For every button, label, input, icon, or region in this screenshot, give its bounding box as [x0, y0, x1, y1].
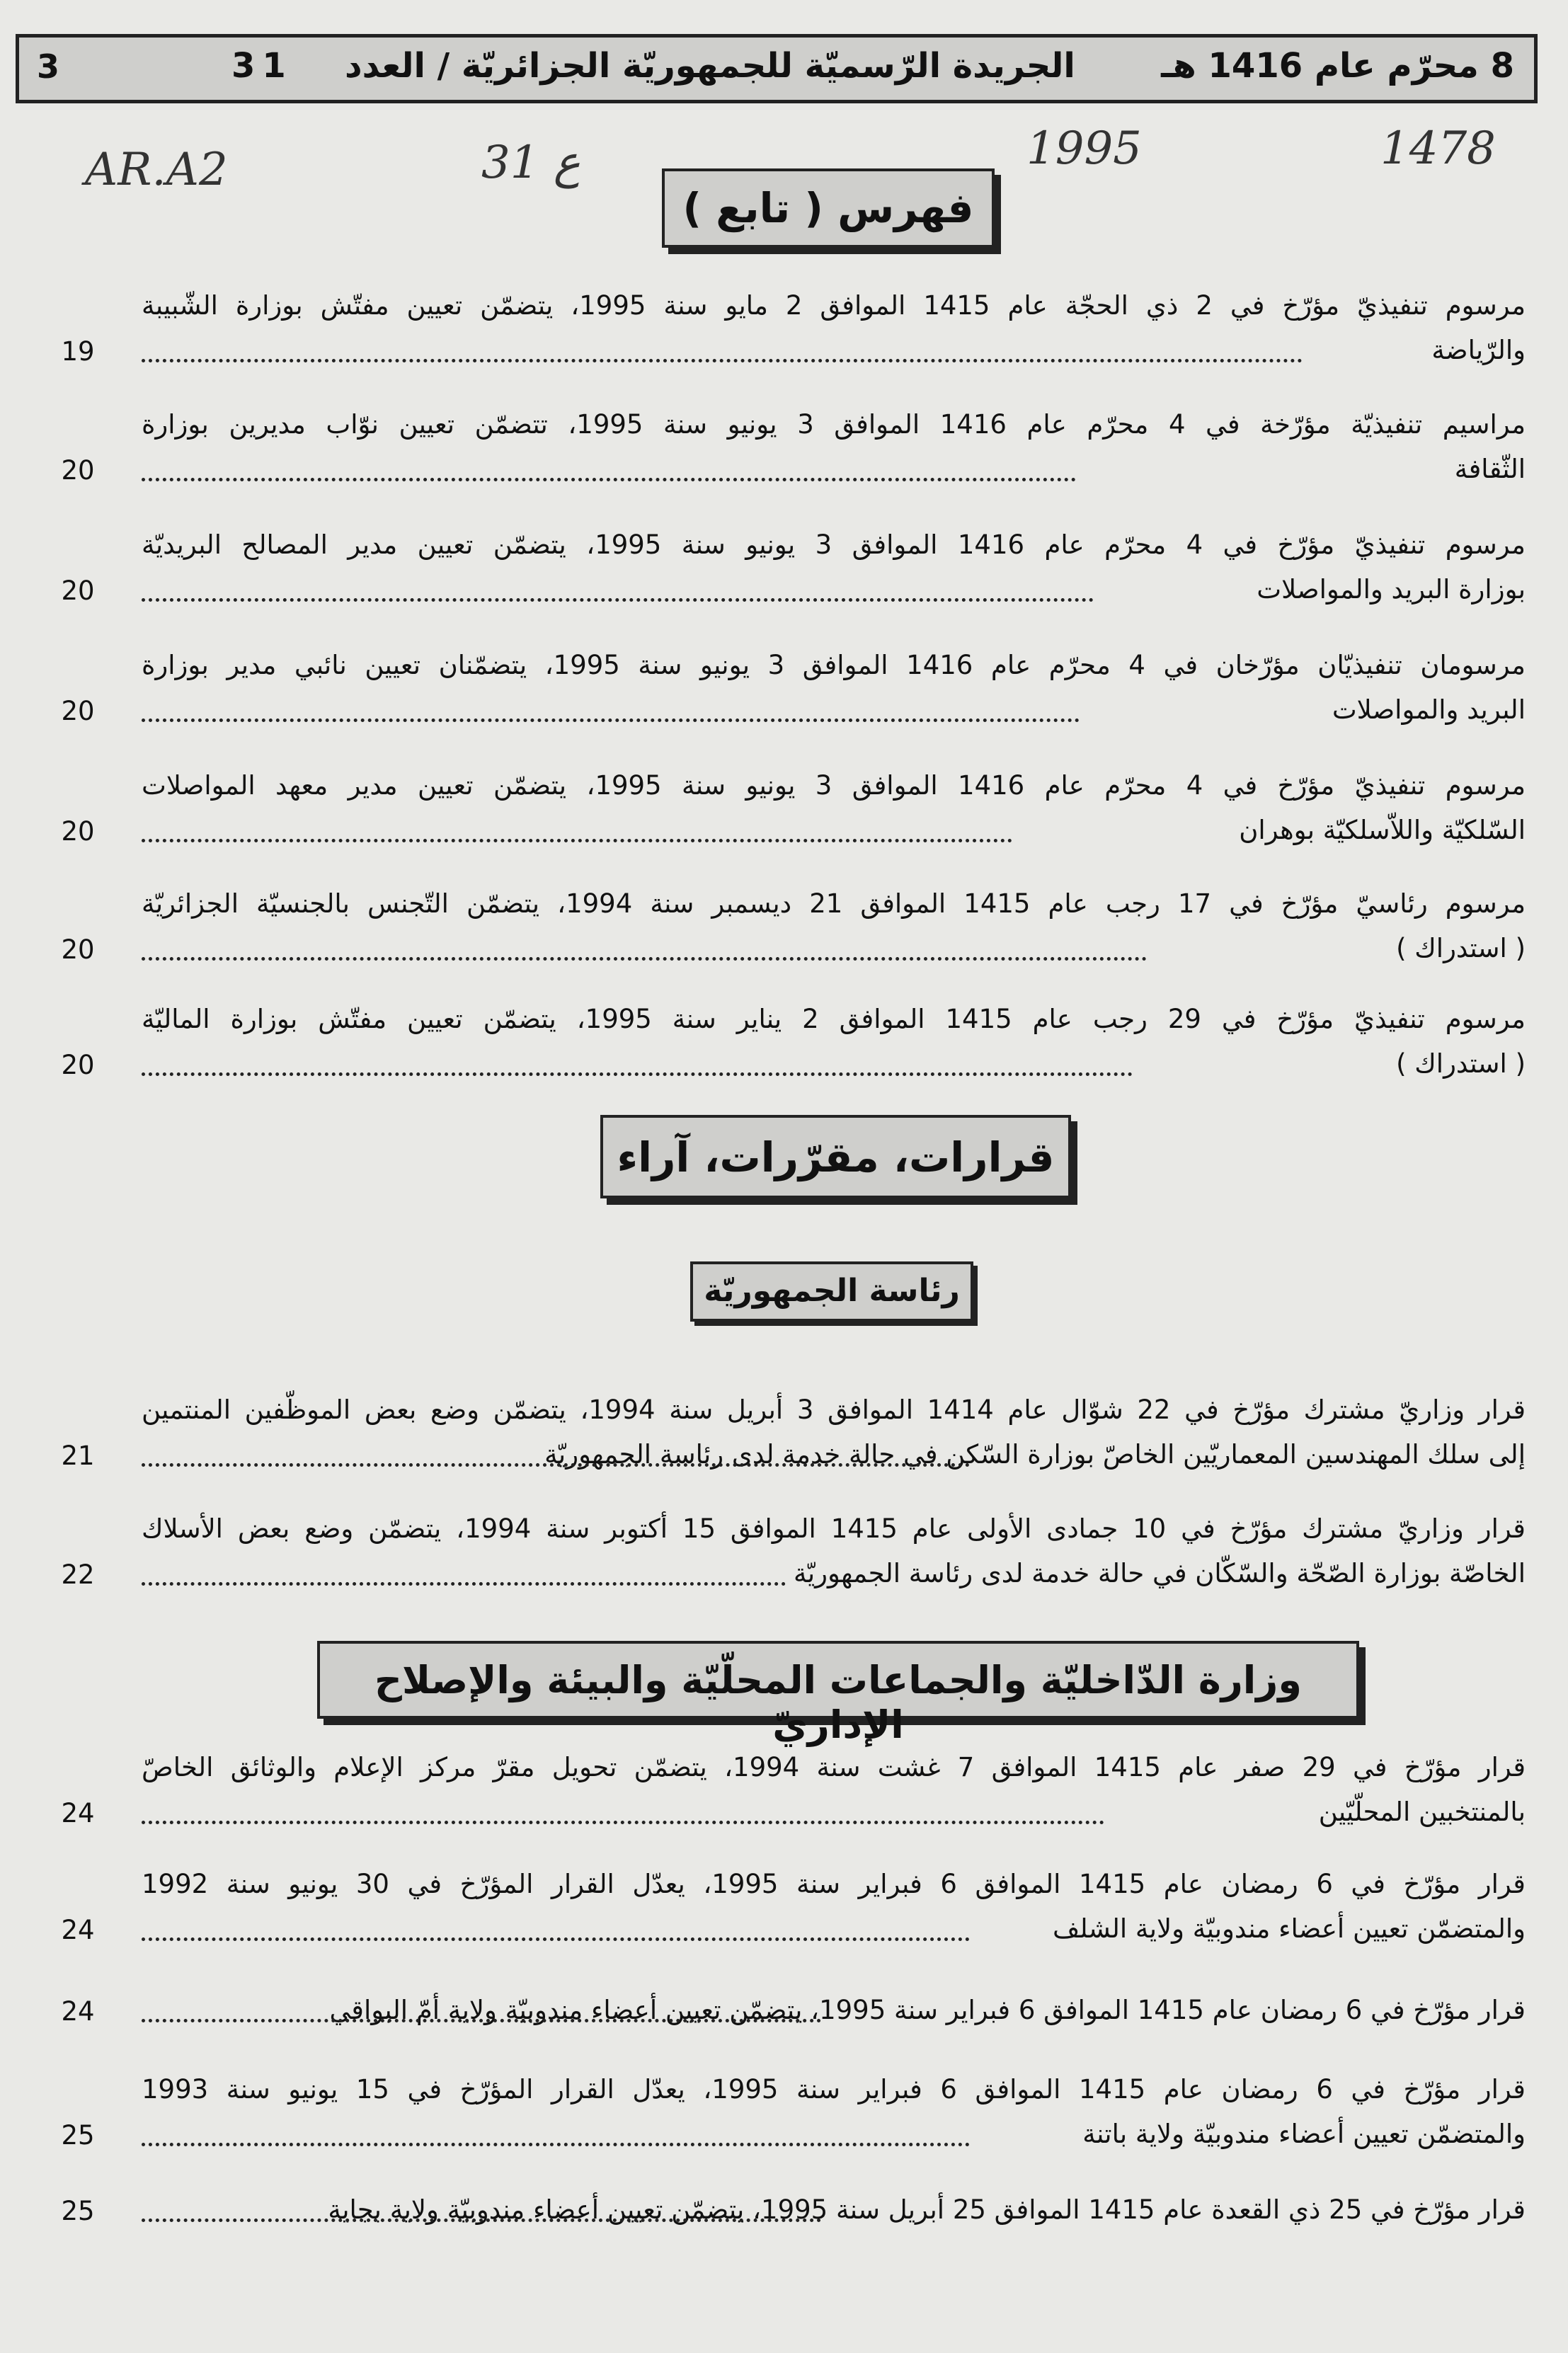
toc-page-number: 20 [61, 816, 95, 847]
dot-leader [142, 2219, 821, 2222]
toc-entry-line: بالمنتخبين المحلّيّين [1318, 1797, 1526, 1827]
toc-page-number: 20 [61, 934, 95, 965]
toc-entry [142, 2187, 1526, 2232]
toc-entry-line: مرسوم تنفيذيّ مؤرّخ في 4 محرّم عام 1416 الموافق 3 يونيو سنة 1995، يتضمّن تعيين مدير معهد المواصلات [142, 770, 1526, 801]
toc-page-number: 25 [61, 2120, 95, 2151]
toc-entry-line: ( استدراك ) [1396, 933, 1526, 963]
issue-number: 31 [231, 46, 293, 86]
dot-leader [142, 1821, 1104, 1824]
toc-entry-line: ( استدراك ) [1396, 1048, 1526, 1079]
toc-entry-line: والرّياضة [1431, 335, 1526, 365]
dot-leader [142, 1937, 970, 1941]
toc-entry [142, 1506, 1526, 1596]
dot-leader [142, 359, 1303, 362]
toc-entry [142, 997, 1526, 1086]
toc-entry-line: والمتضمّن تعيين أعضاء مندوبيّة ولاية باتنة [1082, 2119, 1526, 2149]
dot-leader [142, 1463, 970, 1467]
toc-entry-line: مرسوم تنفيذيّ مؤرّخ في 4 محرّم عام 1416 الموافق 3 يونيو سنة 1995، يتضمّن تعيين مدير المصالح البريديّة [142, 529, 1526, 560]
handwritten-year: 1995 [1026, 122, 1142, 175]
toc-entry-line: بوزارة البريد والمواصلات [1257, 574, 1526, 605]
toc-page-number: 20 [61, 1050, 95, 1080]
toc-entry-line: قرار وزاريّ مشترك مؤرّخ في 22 شوّال عام 1414 الموافق 3 أبريل سنة 1994، يتضمّن وضع بعض الموظّفين المنتمين [142, 1395, 1526, 1425]
toc-entry-line: مرسوم تنفيذيّ مؤرّخ في 2 ذي الحجّة عام 1415 الموافق 2 مايو سنة 1995، يتضمّن تعيين مفتّش بوزارة الشّبيبة [142, 290, 1526, 321]
toc-entry-line: إلى سلك المهندسين المعماريّين الخاصّ بوزارة السّكن في حالة خدمة لدى رئاسة الجمهوريّة [544, 1439, 1526, 1470]
toc-entry-line: قرار مؤرّخ في 6 رمضان عام 1415 الموافق 6 فبراير سنة 1995، يعدّل القرار المؤرّخ في 15 يونيو سنة 1993 [142, 2074, 1526, 2105]
toc-entry-line: مرسوم تنفيذيّ مؤرّخ في 29 رجب عام 1415 الموافق 2 يناير سنة 1995، يتضمّن تعيين مفتّش بوزارة الماليّة [142, 1004, 1526, 1034]
toc-entry-line: قرار وزاريّ مشترك مؤرّخ في 10 جمادى الأولى عام 1415 الموافق 15 أكتوبر سنة 1994، يتضمّن وضع بعض الأسلاك [142, 1513, 1526, 1544]
dot-leader [142, 1072, 1133, 1076]
toc-entry [142, 643, 1526, 732]
toc-entry [142, 1387, 1526, 1477]
dot-leader [142, 1582, 786, 1586]
toc-page-number: 24 [61, 1798, 95, 1828]
toc-entry [142, 2067, 1526, 2156]
toc-entry-line: السّلكيّة واللاّسلكيّة بوهران [1239, 815, 1526, 845]
handwritten-number: 1478 [1380, 122, 1496, 175]
handwritten-note: AR.A2 [85, 144, 228, 196]
dot-leader [142, 598, 1094, 602]
dot-leader [142, 719, 1080, 722]
toc-entry-line: والمتضمّن تعيين أعضاء مندوبيّة ولاية الشلف [1053, 1913, 1526, 1944]
page-header [16, 34, 1538, 103]
dot-leader [142, 839, 1012, 842]
toc-page-number: 19 [61, 336, 95, 367]
toc-entry [142, 1862, 1526, 1951]
toc-entry [142, 522, 1526, 612]
toc-page-number: 20 [61, 696, 95, 726]
toc-entry-line: قرار مؤرّخ في 6 رمضان عام 1415 الموافق 6 فبراير سنة 1995، يعدّل القرار المؤرّخ في 30 يونيو سنة 1992 [142, 1869, 1526, 1899]
toc-page-number: 20 [61, 576, 95, 606]
toc-page-number: 21 [61, 1441, 95, 1471]
gazette-masthead: الجريدة الرّسميّة للجمهوريّة الجزائريّة / العدد [345, 46, 1075, 86]
toc-page-number: 22 [61, 1559, 95, 1590]
toc-entry-line: مرسوم رئاسيّ مؤرّخ في 17 رجب عام 1415 الموافق 21 ديسمبر سنة 1994، يتضمّن التّجنس بالجنسيّة الجزائريّة [142, 888, 1526, 919]
toc-entry-line: مرسومان تنفيذيّان مؤرّخان في 4 محرّم عام 1416 الموافق 3 يونيو سنة 1995، يتضمّنان تعيين نائبي مدير بوزارة [142, 650, 1526, 680]
page-number: 3 [37, 47, 60, 86]
toc-entry-line: الثّقافة [1454, 454, 1526, 484]
section-title-decisions: قرارات، مقرّرات، آراء [600, 1115, 1071, 1198]
dot-leader [142, 957, 1147, 961]
toc-entry-line: قرار مؤرّخ في 6 رمضان عام 1415 الموافق 6 فبراير سنة 1995، يتضمّن تعيين أعضاء مندوبيّة ولاية أمّ البواقي [329, 1995, 1526, 2025]
toc-entry-line: قرار مؤرّخ في 29 صفر عام 1415 الموافق 7 غشت سنة 1994، يتضمّن تحويل مقرّ مركز الإعلام والوثائق الخاصّ [142, 1752, 1526, 1782]
toc-page-number: 20 [61, 455, 95, 486]
section-title-index: فهرس ( تابع ) [662, 168, 995, 248]
dot-leader [142, 2019, 821, 2022]
toc-entry-line: قرار مؤرّخ في 25 ذي القعدة عام 1415 الموافق 25 أبريل سنة 1995، يتضمّن تعيين أعضاء مندوبيّة ولاية بجاية [328, 2194, 1526, 2225]
section-title-presidency: رئاسة الجمهوريّة [690, 1261, 973, 1322]
toc-entry [142, 283, 1526, 372]
toc-entry-line: الخاصّة بوزارة الصّحّة والسّكّان في حالة خدمة لدى رئاسة الجمهوريّة [794, 1558, 1526, 1588]
toc-page-number: 24 [61, 1915, 95, 1945]
handwritten-note: ع 31 [481, 137, 580, 189]
toc-entry [142, 763, 1526, 852]
dot-leader [142, 2143, 970, 2146]
section-title-interior-ministry: وزارة الدّاخليّة والجماعات المحلّيّة والبيئة والإصلاح الإداريّ [317, 1641, 1359, 1719]
toc-entry [142, 1988, 1526, 2032]
toc-entry [142, 881, 1526, 971]
toc-entry [142, 1745, 1526, 1834]
toc-page-number: 24 [61, 1996, 95, 2027]
hijri-date: 8 محرّم عام 1416 هـ [1161, 46, 1514, 86]
toc-entry-line: مراسيم تنفيذيّة مؤرّخة في 4 محرّم عام 1416 الموافق 3 يونيو سنة 1995، تتضمّن تعيين نوّاب مديرين بوزارة [142, 409, 1526, 440]
dot-leader [142, 478, 1076, 481]
toc-entry [142, 402, 1526, 491]
toc-page-number: 25 [61, 2196, 95, 2226]
toc-entry-line: البريد والمواصلات [1332, 694, 1526, 725]
